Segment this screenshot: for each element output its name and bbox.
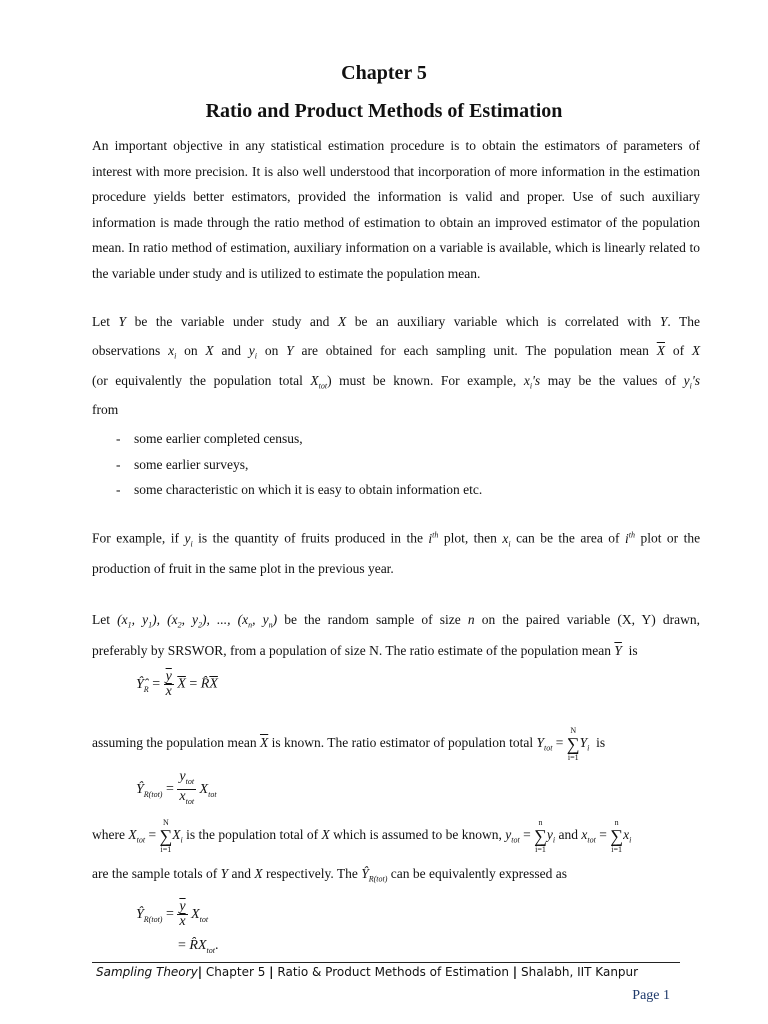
para3-line2: production of fruit in the same plot in the previous year. — [92, 561, 394, 576]
para3-line1: For example, if $y_i$ is the quantity of fruits produced in the $i^{th}$ plot, then $x_i$ can be the area of $i^{th}$ plot or the — [92, 530, 701, 549]
list-item: - some earlier surveys, — [116, 456, 249, 472]
para4-line2: preferably by SRSWOR, from a population of size N. The ratio estimate of the population mean $\overline{Y}$ is — [92, 643, 638, 658]
bullet-list — [116, 426, 482, 503]
ratio-total-equivalent-equation: $Ŷ_{R(tot)}$ = $\frac{\overline{y}}{x}$ $X_{tot}$ — [136, 899, 209, 929]
page-footer: Sampling Theory| Chapter 5 | Ratio & Product Methods of Estimation | Shalabh, IIT Kanpur — [96, 965, 639, 979]
ratio-estimator-equation: $Ŷ̂_R$ = $\frac{\overline{y}}{x}$ $\overline{X}$ = $R̂\overline{X}$ — [136, 669, 218, 699]
chapter-title: Ratio and Product Methods of Estimation — [205, 100, 563, 122]
list-item: - some characteristic on which it is easy to obtain information etc. — [116, 482, 483, 497]
intro-paragraph: An important objective in any statistical estimation procedure is to obtain the estimators of parameters of interest with more precision. It is also well understood that incorporation of more information in the estimation procedure yields better estimators, provided the information is valid and proper. Use of such auxiliary information is made through the ratio method of estimation to obtain an improved estimator of the population mean. In ratio method of estimation, auxiliary information on a variable is available, which is linearly related to the variable under study and is utilized to estimate the population mean. — [92, 138, 700, 281]
list-item: - some earlier completed census, — [116, 431, 303, 446]
footer-topic: Ratio & Product Methods of Estimation — [277, 965, 509, 979]
footer-author: Shalabh, IIT Kanpur — [520, 965, 639, 979]
footer-book-title: Sampling Theory — [96, 965, 198, 979]
footer-divider — [92, 962, 680, 963]
footer-chapter: Chapter 5 — [205, 965, 266, 979]
para6-line: where $X_{tot} = N$ ∑ $i=1X_i$ is the population total of X which is assumed to be known, $y_{tot} = n$ ∑ $i=1y_i$ and $x_{tot} = n$ ∑ $i=1x_i$ — [92, 818, 632, 854]
para2-line1: Let Y be the variable under study and X be an auxiliary variable which is correlated with Y. The — [92, 314, 701, 329]
para2-line3: (or equivalently the population total $X_{tot}$) must be known. For example, $x_i's$ may be the values of $y_i's$ — [92, 373, 701, 391]
ratio-total-equation: $Ŷ_{R(tot)}$ = $\frac{y_{tot}}{x_{tot}}$ $X_{tot}$ — [136, 769, 217, 806]
para2-line2: observations $x_i$ on X and $y_i$ on Y are obtained for each sampling unit. The population mean $\overline{X}$ of X — [92, 343, 701, 361]
para4-line1: Let ($x_1$, $y_1$), ($x_2$, $y_2$), ..., ($x_n$, $y_n$) be the random sample of size n on the paired variable (X, Y) drawn, — [92, 612, 701, 630]
para7-line: are the sample totals of Y and X respectively. The $Ŷ_{R(tot)}$ can be equivalently expressed as — [92, 866, 567, 884]
para2-line4: from — [92, 402, 119, 417]
page-number: Page 1 — [632, 988, 670, 1003]
ratio-total-equivalent-equation-line2: = $R̂X_{tot}$. — [178, 938, 219, 955]
chapter-heading: Chapter 5 — [341, 62, 427, 84]
para5-line: assuming the population mean $\overline{X}$ is known. The ratio estimator of population total $Y_{tot} = N$ ∑ $i=1Y_i$ is — [92, 726, 606, 762]
